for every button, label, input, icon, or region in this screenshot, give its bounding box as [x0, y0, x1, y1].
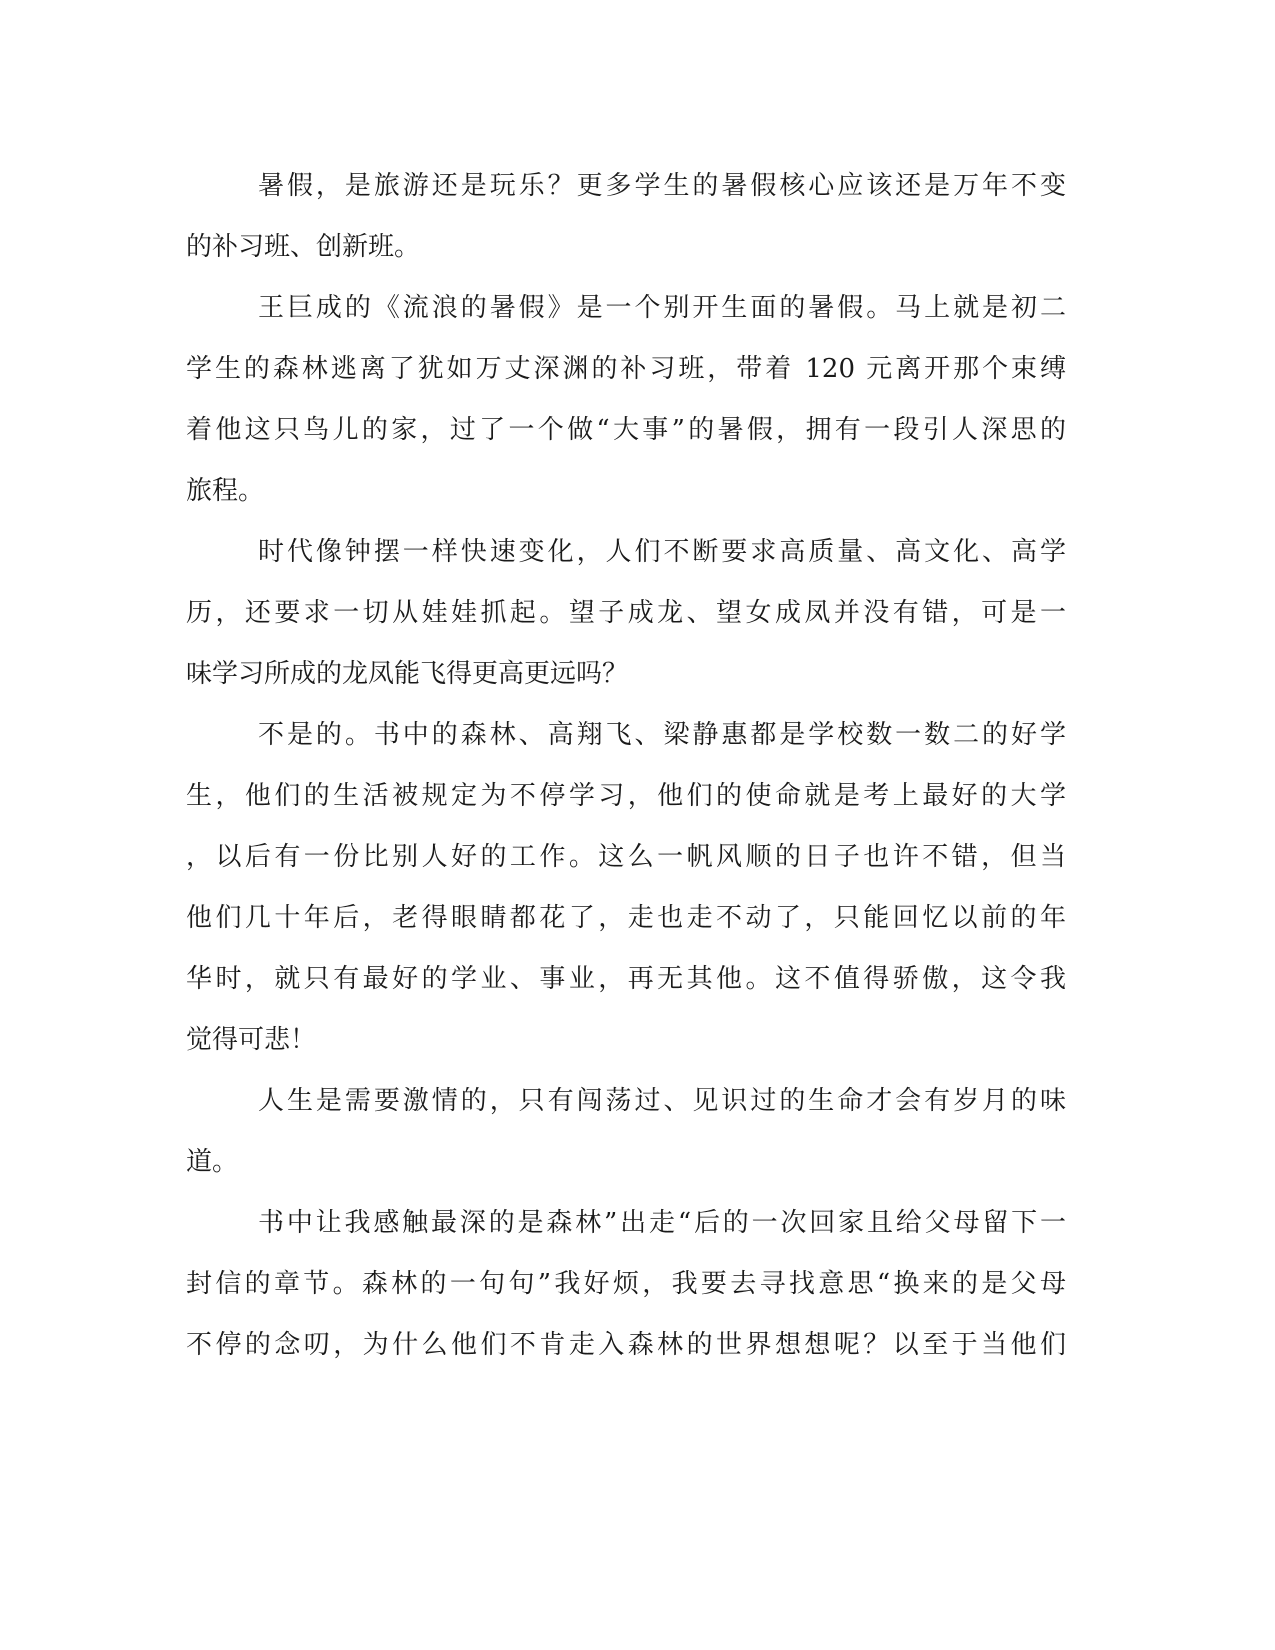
- paragraph-2: [186, 278, 1066, 522]
- text-line: 华时，就只有最好的学业、事业，再无其他。这不值得骄傲，这令我: [186, 964, 1066, 994]
- paragraph-5: [186, 1071, 1066, 1193]
- text-line: 旅程。: [186, 476, 265, 506]
- text-line: 人生是需要激情的，只有闯荡过、见识过的生命才会有岁月的味: [258, 1086, 1066, 1116]
- text-line: 觉得可悲！: [186, 1025, 317, 1055]
- paragraph-4: [186, 705, 1066, 1071]
- text-line: 不停的念叨，为什么他们不肯走入森林的世界想想呢？以至于当他们: [186, 1330, 1066, 1360]
- text-line: ，以后有一份比别人好的工作。这么一帆风顺的日子也许不错，但当: [186, 842, 1066, 872]
- text-line: 不是的。书中的森林、高翔飞、梁静惠都是学校数一数二的好学: [258, 720, 1066, 750]
- text-line: 的补习班、创新班。: [186, 232, 421, 262]
- text-line: 味学习所成的龙凤能飞得更高更远吗？: [186, 659, 629, 689]
- text-line: 学生的森林逃离了犹如万丈深渊的补习班，带着 120 元离开那个束缚: [186, 354, 1066, 384]
- text-line: 道。: [186, 1147, 239, 1177]
- text-line: 历，还要求一切从娃娃抓起。望子成龙、望女成凤并没有错，可是一: [186, 598, 1066, 628]
- text-line: 暑假，是旅游还是玩乐？更多学生的暑假核心应该还是万年不变: [258, 171, 1066, 201]
- text-line: 生，他们的生活被规定为不停学习，他们的使命就是考上最好的大学: [186, 781, 1066, 811]
- text-line: 他们几十年后，老得眼睛都花了，走也走不动了，只能回忆以前的年: [186, 903, 1066, 933]
- text-line: 封信的章节。森林的一句句”我好烦，我要去寻找意思“换来的是父母: [186, 1269, 1066, 1299]
- text-line: 着他这只鸟儿的家，过了一个做“大事”的暑假，拥有一段引人深思的: [186, 415, 1066, 445]
- text-line: 王巨成的《流浪的暑假》是一个别开生面的暑假。马上就是初二: [258, 293, 1066, 323]
- paragraph-6: [186, 1193, 1066, 1376]
- text-line: 时代像钟摆一样快速变化，人们不断要求高质量、高文化、高学: [258, 537, 1066, 567]
- body-text: [186, 156, 1066, 1376]
- paragraph-3: [186, 522, 1066, 705]
- paragraph-1: [186, 156, 1066, 278]
- text-line: 书中让我感触最深的是森林”出走“后的一次回家且给父母留下一: [258, 1208, 1066, 1238]
